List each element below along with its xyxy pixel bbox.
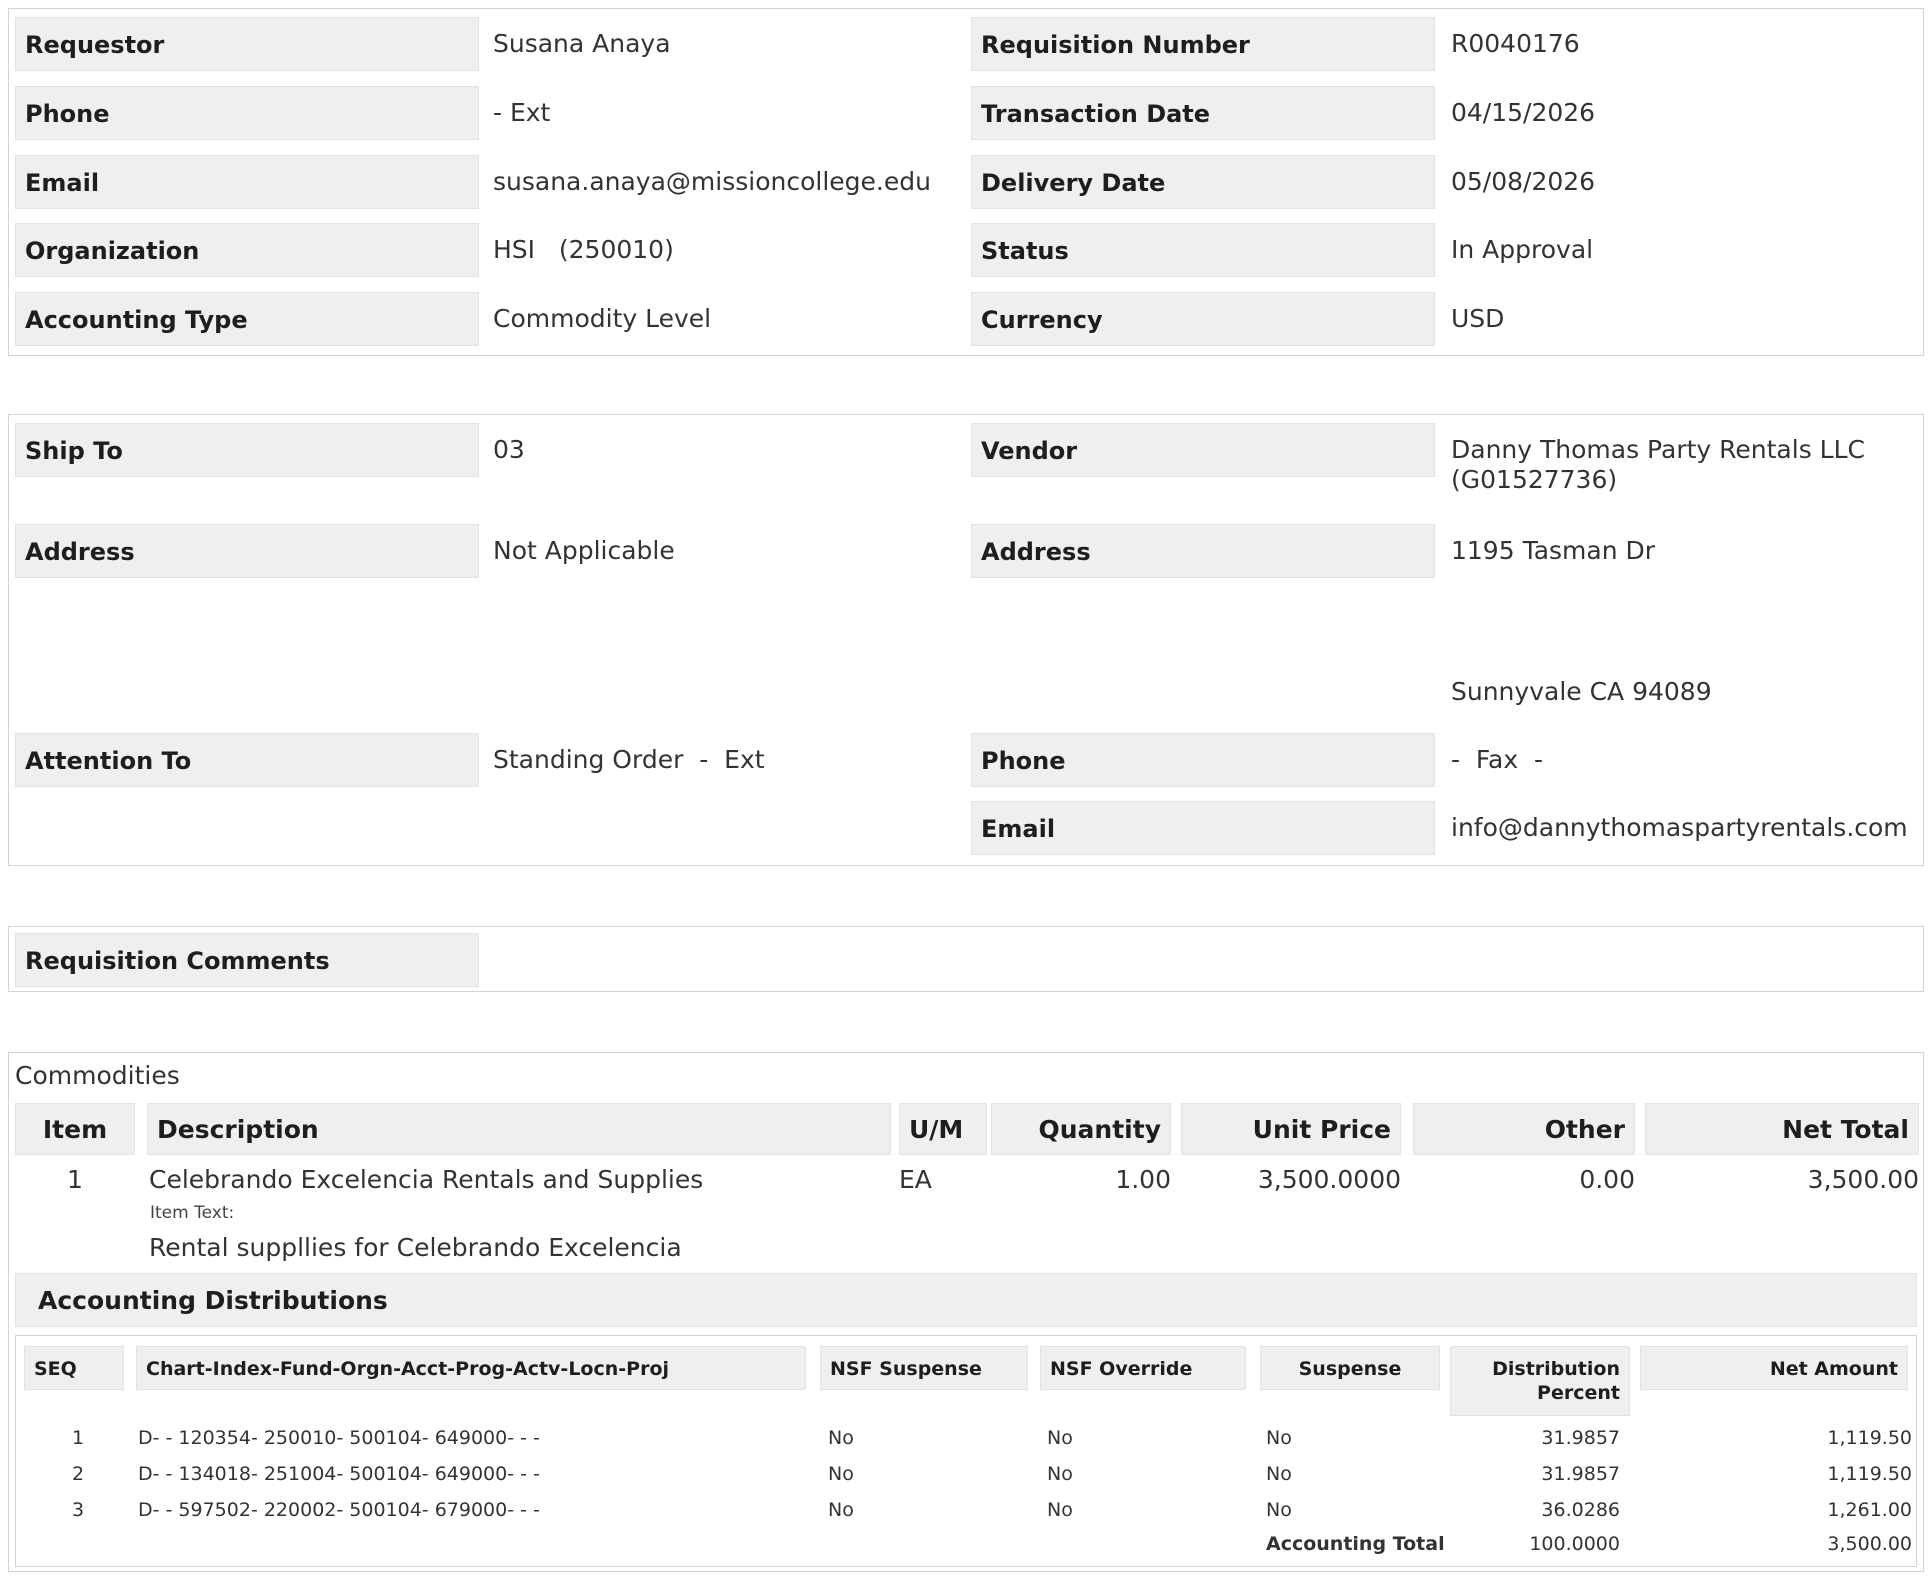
commodity-unit-price: 3,500.0000 xyxy=(1257,1165,1401,1194)
transaction-date-value: 04/15/2026 xyxy=(1451,98,1596,127)
col-header-quantity: Quantity xyxy=(991,1103,1171,1155)
requisition-number-value: R0040176 xyxy=(1451,29,1580,58)
commodity-item: 1 xyxy=(67,1165,83,1194)
acct-seq: 1 xyxy=(72,1427,85,1449)
vendor-address-line1: 1195 Tasman Dr xyxy=(1451,536,1656,565)
accounting-type-value: Commodity Level xyxy=(493,304,712,333)
acct-nsf-override: No xyxy=(1047,1499,1073,1521)
delivery-date-label: Delivery Date xyxy=(971,155,1435,209)
accounting-distributions-header: Accounting Distributions xyxy=(15,1273,1917,1327)
commodity-description: Celebrando Excelencia Rentals and Supplies xyxy=(149,1165,704,1194)
organization-value: HSI (250010) xyxy=(493,235,674,264)
transaction-date-label: Transaction Date xyxy=(971,86,1435,140)
acct-header-distribution-percent xyxy=(1450,1346,1630,1416)
requestor-label: Requestor xyxy=(15,17,479,71)
info-row-phone xyxy=(9,86,1923,140)
acct-percent: 36.0286 xyxy=(1541,1499,1620,1521)
vendor-address-line2: Sunnyvale CA 94089 xyxy=(1451,677,1712,706)
acct-header-net-amount: Net Amount xyxy=(1640,1346,1908,1390)
col-header-item: Item xyxy=(15,1103,135,1155)
col-header-description: Description xyxy=(147,1103,891,1155)
acct-nsf-suspense: No xyxy=(828,1463,854,1485)
info-row-accounting-type xyxy=(9,292,1923,346)
commodity-other: 0.00 xyxy=(1579,1165,1635,1194)
delivery-date-value: 05/08/2026 xyxy=(1451,167,1596,196)
acct-header-percent: Percent xyxy=(1537,1382,1620,1404)
ship-to-label: Ship To xyxy=(15,423,479,477)
acct-nsf-override: No xyxy=(1047,1463,1073,1485)
vendor-id: (G01527736) xyxy=(1451,465,1618,494)
acct-total-label: Accounting Total xyxy=(1266,1533,1445,1555)
acct-nsf-suspense: No xyxy=(828,1427,854,1449)
vendor-phone-label: Phone xyxy=(971,733,1435,787)
acct-percent: 31.9857 xyxy=(1541,1463,1620,1485)
ship-address-value: Not Applicable xyxy=(493,536,675,565)
acct-header-nsf-override: NSF Override xyxy=(1040,1346,1246,1390)
acct-header-distribution: Distribution xyxy=(1492,1358,1620,1380)
phone-value: - Ext xyxy=(493,98,551,127)
info-row-organization xyxy=(9,223,1923,277)
acct-coa: D- - 597502- 220002- 500104- 679000- - - xyxy=(138,1499,540,1521)
acct-amount: 1,119.50 xyxy=(1827,1427,1912,1449)
ship-to-value: 03 xyxy=(493,435,525,464)
acct-suspense: No xyxy=(1266,1427,1292,1449)
accounting-distributions-table xyxy=(15,1335,1917,1567)
col-header-other: Other xyxy=(1413,1103,1635,1155)
vendor-address-label: Address xyxy=(971,524,1435,578)
commodity-um: EA xyxy=(899,1165,932,1194)
acct-header-nsf-suspense: NSF Suspense xyxy=(820,1346,1028,1390)
commodities-section xyxy=(8,1052,1924,1572)
acct-amount: 1,261.00 xyxy=(1827,1499,1912,1521)
shipping-vendor-section xyxy=(8,414,1924,866)
attention-to-value: Standing Order - Ext xyxy=(493,745,765,774)
acct-coa: D- - 134018- 251004- 500104- 649000- - - xyxy=(138,1463,540,1485)
currency-label: Currency xyxy=(971,292,1435,346)
status-value: In Approval xyxy=(1451,235,1594,264)
email-label: Email xyxy=(15,155,479,209)
vendor-value xyxy=(1451,423,1921,495)
vendor-label: Vendor xyxy=(971,423,1435,477)
acct-nsf-override: No xyxy=(1047,1427,1073,1449)
vendor-phone-value: - Fax - xyxy=(1451,745,1544,774)
acct-nsf-suspense: No xyxy=(828,1499,854,1521)
acct-coa: D- - 120354- 250010- 500104- 649000- - - xyxy=(138,1427,540,1449)
status-label: Status xyxy=(971,223,1435,277)
info-row-requestor xyxy=(9,17,1923,71)
item-text-label: Item Text: xyxy=(150,1203,235,1223)
requisition-comments-label: Requisition Comments xyxy=(15,933,479,987)
currency-value: USD xyxy=(1451,304,1505,333)
vendor-email-label: Email xyxy=(971,801,1435,855)
attention-to-label: Attention To xyxy=(15,733,479,787)
col-header-net-total: Net Total xyxy=(1645,1103,1919,1155)
requestor-value: Susana Anaya xyxy=(493,29,671,58)
acct-total-amount: 3,500.00 xyxy=(1827,1533,1912,1555)
item-text-value: Rental suppllies for Celebrando Excelencia xyxy=(149,1233,682,1262)
acct-seq: 2 xyxy=(72,1463,85,1485)
comments-section xyxy=(8,926,1924,992)
requisition-number-label: Requisition Number xyxy=(971,17,1435,71)
acct-header-seq: SEQ xyxy=(24,1346,124,1390)
col-header-um: U/M xyxy=(899,1103,987,1155)
email-value: susana.anaya@missioncollege.edu xyxy=(493,167,931,196)
commodities-caption: Commodities xyxy=(15,1061,180,1090)
commodity-net-total: 3,500.00 xyxy=(1807,1165,1919,1194)
acct-percent: 31.9857 xyxy=(1541,1427,1620,1449)
accounting-type-label: Accounting Type xyxy=(15,292,479,346)
acct-suspense: No xyxy=(1266,1499,1292,1521)
acct-header-suspense: Suspense xyxy=(1260,1346,1440,1390)
vendor-email-value: info@dannythomaspartyrentals.com xyxy=(1451,813,1908,842)
acct-total-percent: 100.0000 xyxy=(1529,1533,1620,1555)
organization-label: Organization xyxy=(15,223,479,277)
col-header-unit-price: Unit Price xyxy=(1181,1103,1401,1155)
requisition-comments-value xyxy=(493,933,963,945)
acct-suspense: No xyxy=(1266,1463,1292,1485)
info-row-email xyxy=(9,155,1923,209)
commodity-quantity: 1.00 xyxy=(1115,1165,1171,1194)
phone-label: Phone xyxy=(15,86,479,140)
acct-header-coa: Chart-Index-Fund-Orgn-Acct-Prog-Actv-Locn-Proj xyxy=(136,1346,806,1390)
acct-seq: 3 xyxy=(72,1499,85,1521)
requisition-info-section xyxy=(8,8,1924,356)
acct-amount: 1,119.50 xyxy=(1827,1463,1912,1485)
ship-address-label: Address xyxy=(15,524,479,578)
vendor-name: Danny Thomas Party Rentals LLC xyxy=(1451,435,1865,464)
